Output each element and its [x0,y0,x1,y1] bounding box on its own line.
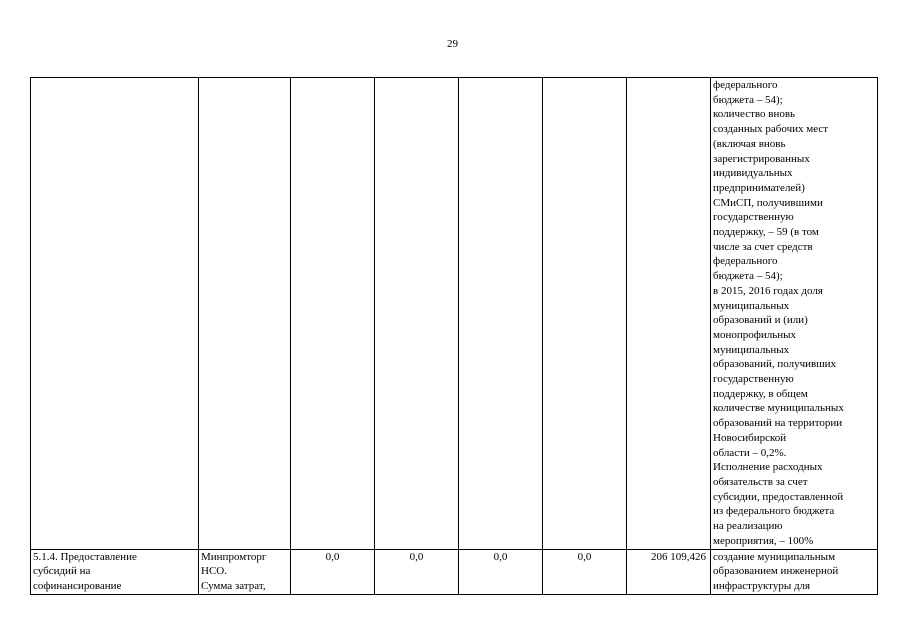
cell-value-5: 206 109,426 [627,549,711,594]
text-line: монопрофильных [713,328,797,341]
text-line: количестве муниципальных [713,402,844,415]
cell-value-1: 0,0 [291,549,375,594]
cell-value-3: 0,0 [459,549,543,594]
text-line: Исполнение расходных [713,461,823,474]
text-line: области – 0,2%. [713,446,787,459]
text-line: НСО. [201,565,227,578]
text-line: индивидуальных [713,167,793,180]
cell-value-1 [291,78,375,550]
cell-value-3 [459,78,543,550]
text-line: зарегистрированных [713,152,810,165]
text-line: федерального [713,79,778,91]
text-line: муниципальных [713,343,790,356]
text-line: субсидии, предоставленной [713,490,844,503]
text-line: Сумма затрат, [201,579,266,592]
page-number: 29 [447,38,458,50]
text-line: инфраструктуры для [713,579,811,592]
text-line: образований на территории [713,417,843,430]
table-row-5-1-4 [31,549,878,594]
text-line: бюджета – 54); [713,93,783,106]
text-line: создание муниципальным [713,550,836,563]
text-line: 5.1.4. Предоставление [33,550,137,563]
text-line: в 2015, 2016 годах доля [713,284,823,297]
cell-value-4: 0,0 [543,549,627,594]
text-line: мероприятия, – 100% [713,534,814,547]
text-line: бюджета – 54); [713,270,783,283]
cell-measure [31,549,199,594]
text-line: Новосибирской [713,431,787,444]
text-line: количество вновь [713,108,796,121]
text-line: числе за счет средств [713,240,813,253]
text-line: СМиСП, получившими [713,196,823,209]
text-line: поддержку, в общем [713,387,808,400]
cell-expected-result [711,78,878,550]
text-line: софинансирование [33,579,122,592]
text-line: созданных рабочих мест [713,123,829,136]
text-line: на реализацию [713,520,783,533]
cell-expected-result [711,549,878,594]
text-line: (включая вновь [713,137,786,150]
text-line: федерального [713,255,778,268]
program-table [30,77,878,595]
text-line: поддержку, – 59 (в том [713,226,819,239]
cell-measure [31,78,199,550]
text-line: субсидий на [33,565,91,578]
cell-executor [199,549,291,594]
text-line: Минпромторг [201,550,267,563]
text-line: обязательств за счет [713,475,808,488]
cell-value-2 [375,78,459,550]
text-line: образований, получивших [713,358,837,371]
text-line: образованием инженерной [713,565,839,578]
cell-value-4 [543,78,627,550]
text-line: муниципальных [713,299,790,312]
cell-value-5 [627,78,711,550]
text-line: из федерального бюджета [713,505,835,518]
table-row-continued [31,78,878,550]
cell-executor [199,78,291,550]
text-line: государственную [713,211,794,224]
cell-value-2: 0,0 [375,549,459,594]
text-line: образований и (или) [713,314,808,327]
text-line: государственную [713,373,794,386]
text-line: предпринимателей) [713,181,805,194]
